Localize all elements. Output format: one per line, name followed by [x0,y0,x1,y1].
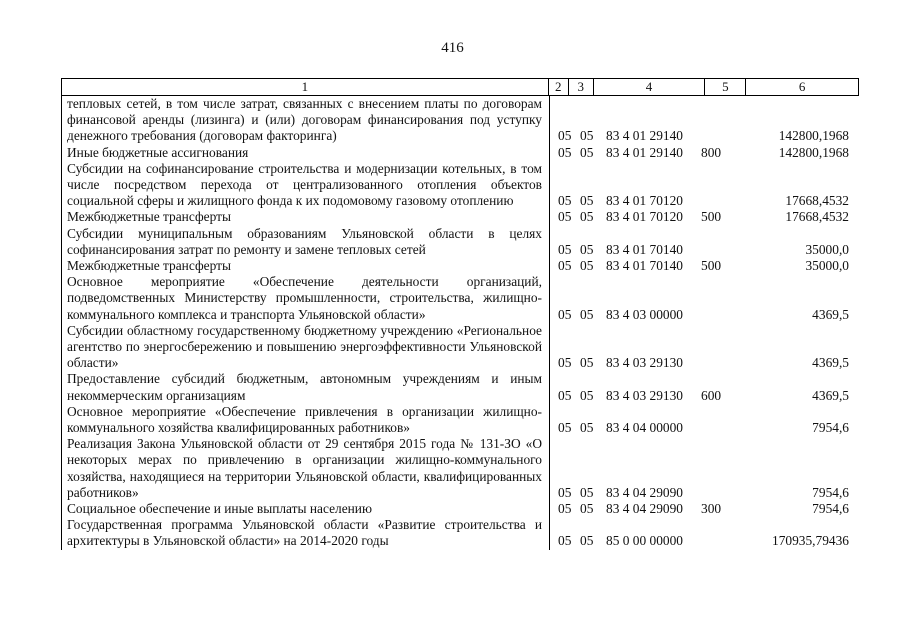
row-amount: 35000,0 [805,241,849,257]
row-subsection: 05 [580,387,594,403]
row-target-code: 83 4 01 70140 [606,241,683,257]
row-description: Реализация Закона Ульяновской области от 29 сентября 2015 года № 131-ЗО «О некоторых мерах по привлечению в организации жилищно-коммунального хозяйства, находящиеся на территории Ульяновской области, квалифицированных работников» [67,436,542,500]
row-amount: 17668,4532 [785,193,849,209]
row-target-code: 83 4 04 00000 [606,420,683,436]
header-col-6: 6 [798,79,806,94]
budget-table [61,78,859,550]
table-body [61,96,859,550]
table-row [61,323,859,372]
row-amount: 35000,0 [805,258,849,274]
row-description: Межбюджетные трансферты [67,209,231,225]
row-section: 05 [558,420,572,436]
row-subsection: 05 [580,306,594,322]
row-description: Предоставление субсидий бюджетным, автономным учреждениям и иным некоммерческим организациям [67,371,542,403]
row-description: Основное мероприятие «Обеспечение деятельности организаций, подведомственных Министерству промышленности, строительства, жилищно-коммунального комплекса и транспорта Ульяновской области» [67,274,542,322]
row-section: 05 [558,501,572,517]
row-subsection: 05 [580,533,594,549]
row-subsection: 05 [580,241,594,257]
table-row [61,209,859,225]
header-col-2: 2 [549,79,569,95]
row-description: тепловых сетей, в том числе затрат, связанных с внесением платы по договорам финансовой аренды (лизинга) и (или) договорам финансирования под уступку денежного требования (договорам факторинга) [67,96,542,144]
row-amount: 7954,6 [812,501,849,517]
row-amount: 4369,5 [812,355,849,371]
row-section: 05 [558,355,572,371]
row-subsection: 05 [580,355,594,371]
table-row [61,274,859,323]
row-amount: 7954,6 [812,420,849,436]
page-number: 416 [441,40,464,56]
row-description: Социальное обеспечение и иные выплаты населению [67,501,372,517]
row-expense-type: 600 [701,387,722,403]
row-target-code: 83 4 01 29140 [606,128,683,144]
row-target-code: 83 4 01 70120 [606,209,683,225]
row-amount: 4369,5 [812,306,849,322]
row-target-code: 83 4 03 29130 [606,355,683,371]
table-row [61,96,859,145]
row-expense-type: 800 [701,144,722,160]
table-row [61,371,859,403]
row-amount: 142800,1968 [778,144,849,160]
row-target-code: 83 4 04 29090 [606,484,683,500]
row-subsection: 05 [580,501,594,517]
row-subsection: 05 [580,420,594,436]
row-description: Субсидии муниципальным образованиям Ульяновской области в целях софинансирования затрат по ремонту и замене тепловых сетей [67,225,542,257]
row-target-code: 83 4 01 70140 [606,258,683,274]
table-row [61,161,859,210]
row-section: 05 [558,144,572,160]
row-expense-type: 500 [701,258,722,274]
row-section: 05 [558,209,572,225]
row-target-code: 83 4 03 00000 [606,306,683,322]
row-description: Основное мероприятие «Обеспечение привлечения в организации жилищно-коммунального хозяйства квалифицированных работников» [67,403,542,436]
row-section: 05 [558,258,572,274]
header-col-5: 5 [705,79,746,95]
row-section: 05 [558,533,572,549]
row-section: 05 [558,241,572,257]
table-row [61,404,859,436]
header-col-3: 3 [569,79,594,95]
row-target-code: 85 0 00 00000 [606,533,683,549]
row-description: Межбюджетные трансферты [67,258,231,274]
row-description: Субсидии на софинансирование строительства и модернизации котельных, в том числе посредством перехода от централизованного отопления объектов социальной сферы и жилищного фонда к их подомовому газовому отоплению [67,160,542,209]
row-subsection: 05 [580,128,594,144]
table-row [61,501,859,517]
row-section: 05 [558,128,572,144]
row-section: 05 [558,193,572,209]
row-expense-type: 300 [701,501,722,517]
table-row [61,258,859,274]
row-amount: 142800,1968 [778,128,849,144]
row-amount: 17668,4532 [785,209,849,225]
row-section: 05 [558,306,572,322]
row-expense-type: 500 [701,209,722,225]
table-row [61,145,859,161]
row-amount: 4369,5 [812,387,849,403]
row-description: Государственная программа Ульяновской области «Развитие строительства и архитектуры в Ульяновской области» на 2014-2020 годы [67,517,542,549]
row-target-code: 83 4 01 70120 [606,193,683,209]
header-col-1: 1 [62,79,549,95]
row-amount: 170935,79436 [772,533,849,549]
row-section: 05 [558,484,572,500]
table-row [61,226,859,258]
header-col-4: 4 [594,79,706,95]
row-target-code: 83 4 01 29140 [606,144,683,160]
table-row [61,436,859,501]
row-description: Субсидии областному государственному бюджетному учреждению «Региональное агентство по энергосбережению и повышению энергоэффективности Ульяновской области» [67,322,542,371]
row-target-code: 83 4 04 29090 [606,501,683,517]
row-subsection: 05 [580,209,594,225]
row-subsection: 05 [580,193,594,209]
row-section: 05 [558,387,572,403]
row-subsection: 05 [580,144,594,160]
row-target-code: 83 4 03 29130 [606,387,683,403]
row-subsection: 05 [580,258,594,274]
table-row [61,517,859,549]
table-header [61,78,859,96]
row-subsection: 05 [580,484,594,500]
row-description: Иные бюджетные ассигнования [67,144,249,160]
row-amount: 7954,6 [812,484,849,500]
